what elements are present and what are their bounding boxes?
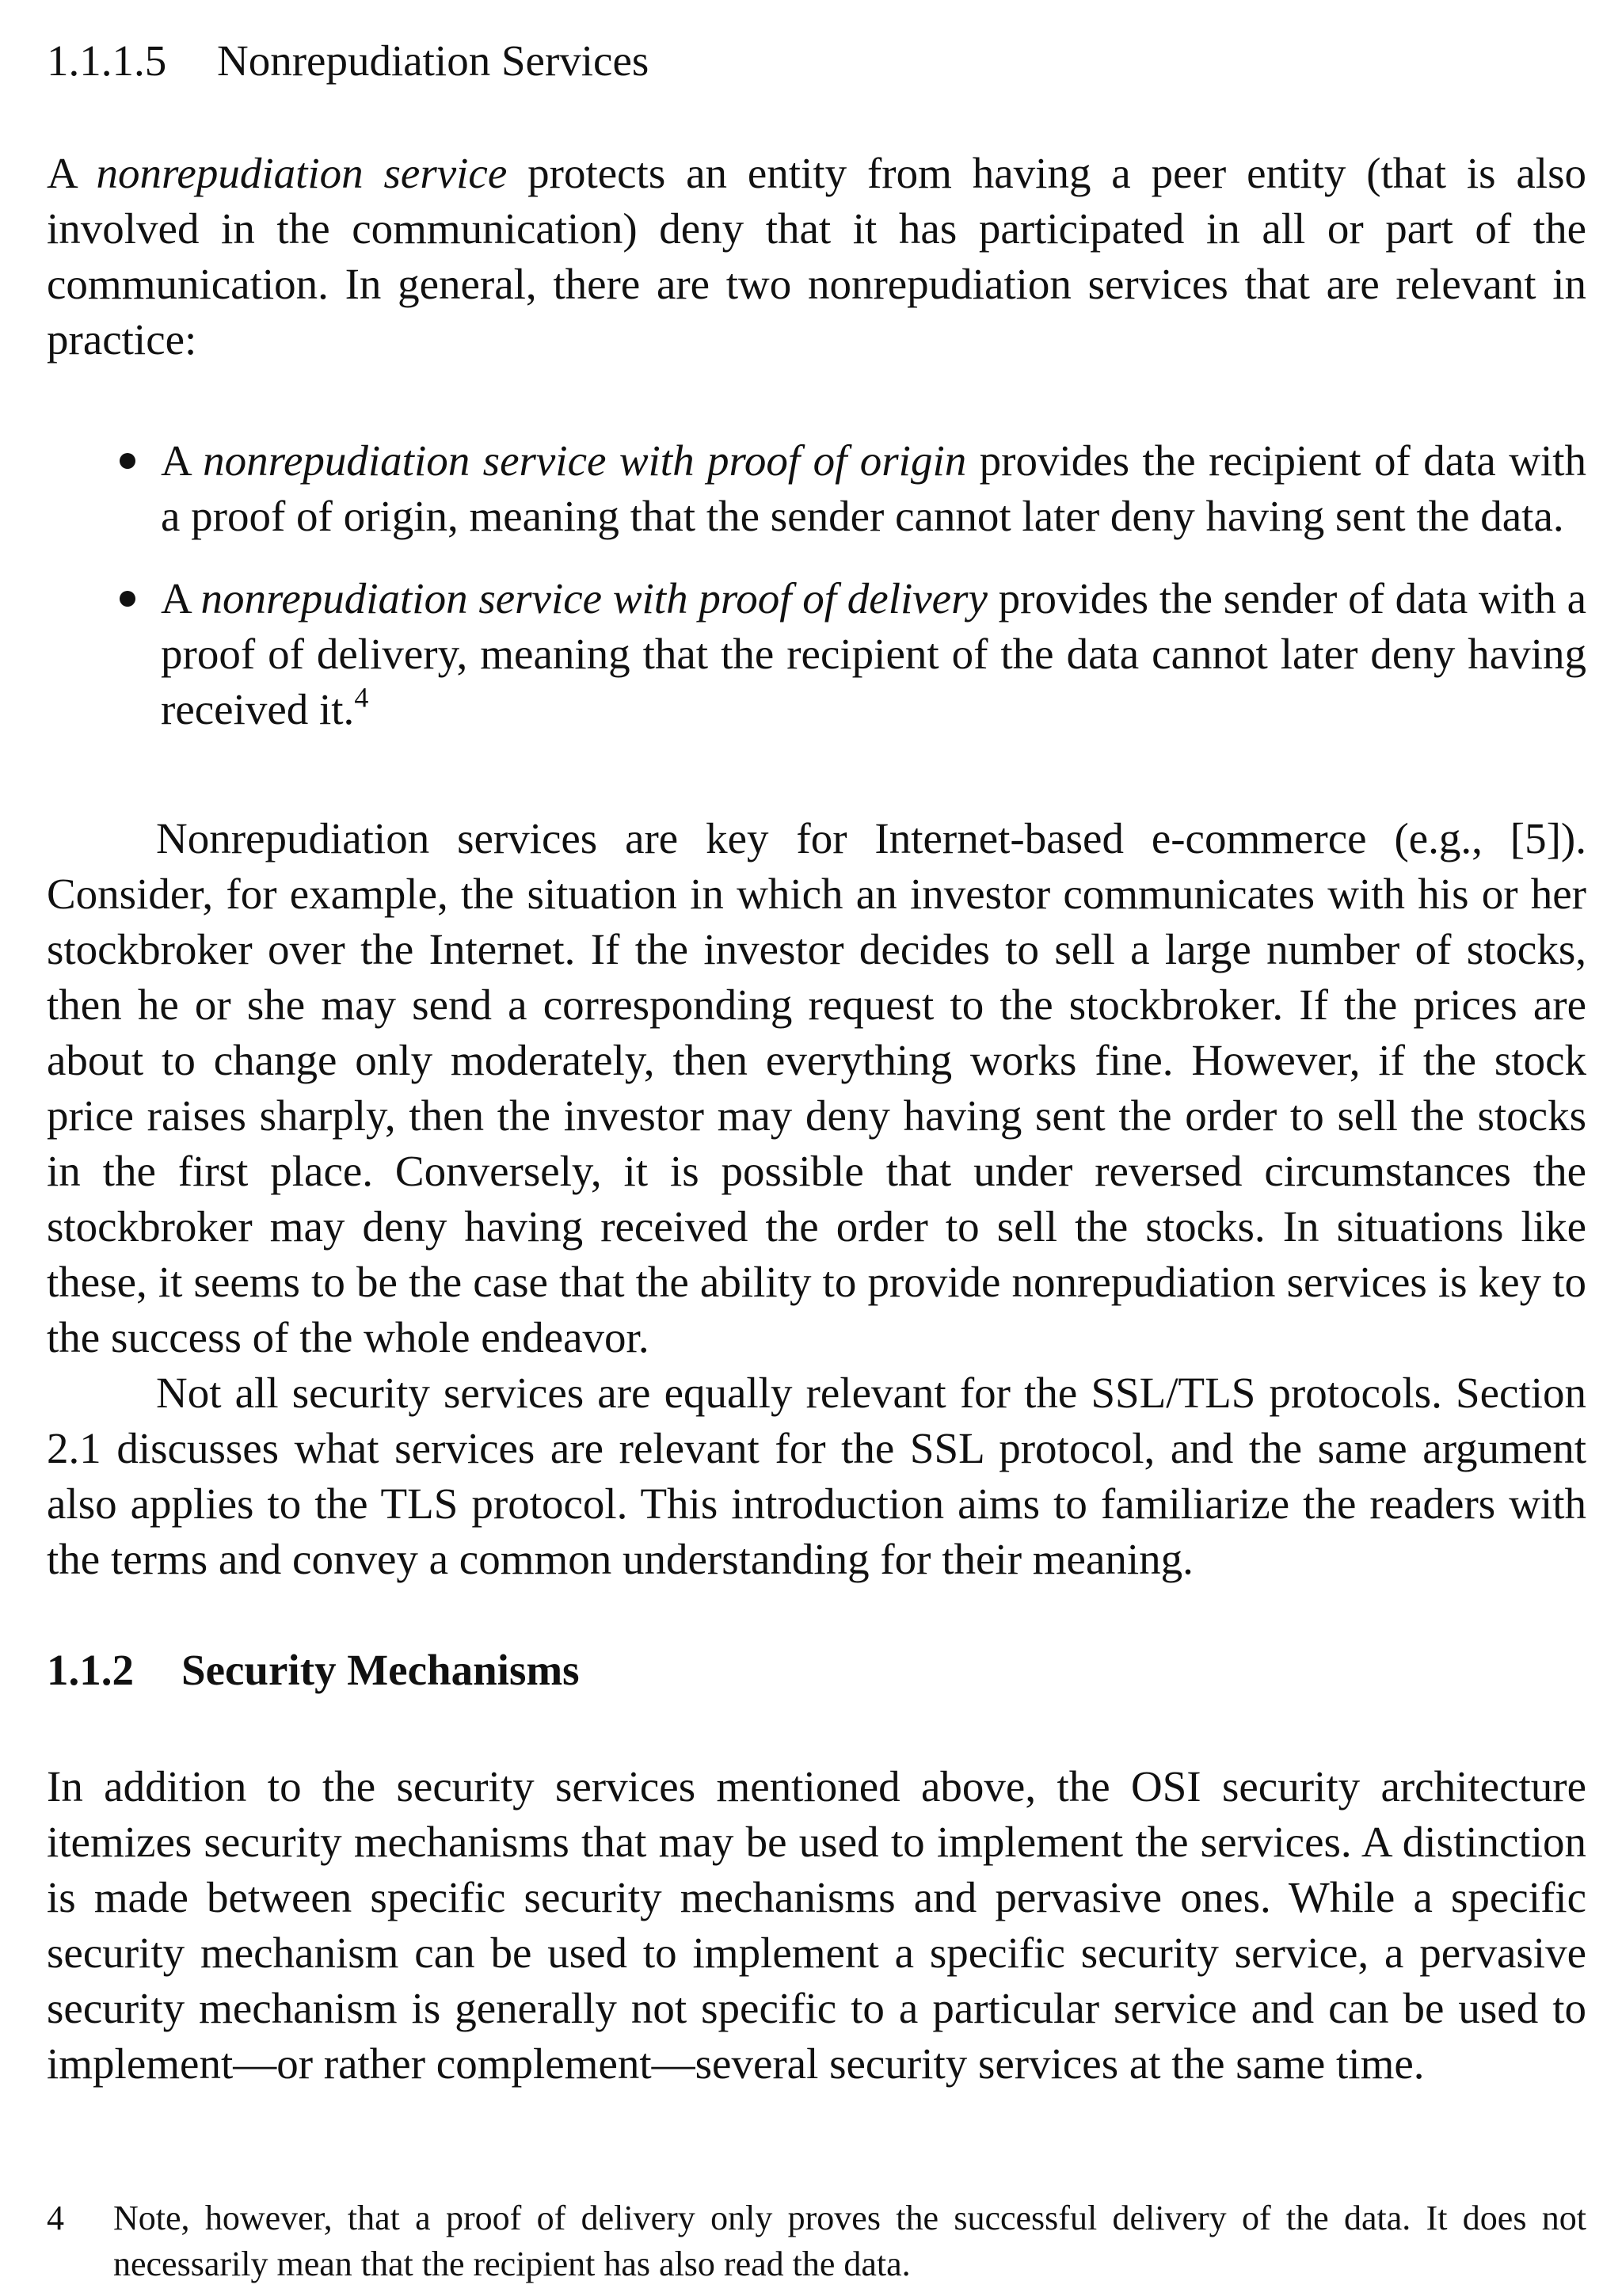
ecommerce-paragraph: Nonrepudiation services are key for Internet-based e-commerce (e.g., [5]). Consider, for example, the situation in which an investor communicates with his or her stockbroker over the Internet. If the investor decides to sell a large number of stocks, then he or she may send a corresponding request to the stockbroker. If the prices are about to change only moderately, then everything works fine. However, if the stock price raises sharply, then the investor may deny having sent the order to sell the stocks in the first place. Conversely, it is possible that under reversed circumstances the stockbroker may deny having received the order to sell the stocks. In situations like these, it seems to be the case that the ability to provide nonrepudiation services is key to the success of the whole endeavor.: [47, 814, 1586, 1361]
intro-post: protects an entity from having a peer entity (that is also involved in the communication) deny that it has participated in all or part of the communication. In general, there are two nonrepudiation services that are relevant in practice:: [47, 149, 1586, 364]
footnote-text: Note, however, that a proof of delivery only proves the successful delivery of the data. It does not necessarily mean that the recipient has also read the data.: [113, 2199, 1586, 2283]
list-item: [47, 433, 1586, 544]
list-item: [47, 571, 1586, 737]
bullet-post: provides the recipient of data with a proof of origin, meaning that the sender cannot later deny having sent the data.: [161, 436, 1587, 540]
footnote-number: 4: [47, 2199, 64, 2237]
bullet-term: nonrepudiation service with proof of delivery: [200, 574, 988, 623]
bullet-dot-icon: [120, 591, 135, 607]
bullet-dot-icon: [120, 453, 135, 469]
intro-pre: A: [47, 149, 97, 197]
subsection-title: Security Mechanisms: [181, 1646, 580, 1694]
subsubsection-heading: [47, 32, 649, 90]
intro-paragraph: [47, 146, 1586, 367]
bullet-term: nonrepudiation service with proof of origin: [203, 436, 967, 485]
intro-term: nonrepudiation service: [96, 149, 508, 197]
subsection-number: 1.1.2: [47, 1646, 134, 1694]
subsubsection-number: 1.1.1.5: [47, 36, 167, 85]
nonrepudiation-list: [47, 433, 1586, 737]
subsection-heading: [47, 1641, 580, 1700]
subsubsection-title: Nonrepudiation Services: [217, 36, 649, 85]
mechanisms-paragraph: In addition to the security services mentioned above, the OSI security architecture itemizes security mechanisms that may be used to implement the services. A distinction is made between specific security mechanisms and pervasive ones. While a specific security mechanism can be used to implement a specific security service, a pervasive security mechanism is generally not specific to a particular service and can be used to implement—or rather complement—several security services at the same time.: [47, 1762, 1586, 2088]
footnote: [47, 2195, 1586, 2287]
relevance-paragraph: Not all security services are equally relevant for the SSL/TLS protocols. Section 2.1 discusses what services are relevant for the SSL protocol, and the same argument also applies to the TLS protocol. This introduction aims to familiarize the readers with the terms and convey a common understanding for their meaning.: [47, 1369, 1586, 1583]
bullet-pre: A: [161, 574, 201, 623]
footnote-ref[interactable]: 4: [354, 681, 369, 714]
bullet-post: provides the sender of data with a proof of delivery, meaning that the recipient of the data cannot later deny having received it.: [161, 574, 1586, 733]
bullet-pre: A: [161, 436, 204, 485]
